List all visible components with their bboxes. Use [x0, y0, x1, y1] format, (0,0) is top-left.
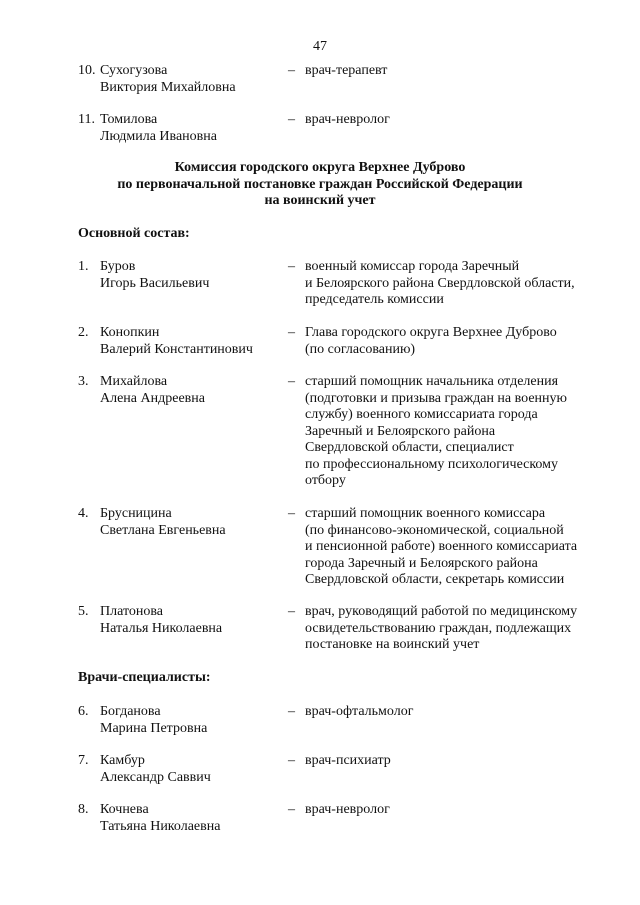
person-name — [100, 259, 285, 292]
position-line: отбору — [305, 473, 346, 488]
surname: Платонова — [100, 604, 164, 619]
person-name — [100, 704, 285, 737]
position-line: освидетельствованию граждан, подлежащих — [305, 620, 572, 636]
person-name — [100, 325, 285, 358]
heading-line: на воинский учет — [264, 193, 376, 208]
position-line: врач-невролог — [305, 112, 390, 127]
given-names: Александр Саввич — [100, 769, 211, 785]
item-number: 7. — [78, 753, 89, 768]
position-description — [305, 604, 610, 654]
surname: Камбур — [100, 753, 145, 768]
given-names: Татьяна Николаевна — [100, 818, 221, 834]
given-names: Валерий Константинович — [100, 341, 253, 357]
dash-separator: – — [288, 604, 295, 619]
surname: Кочнева — [100, 802, 149, 817]
dash-separator: – — [288, 753, 295, 768]
item-number: 3. — [78, 374, 89, 389]
heading-line: Комиссия городского округа Верхнее Дуброво — [174, 160, 466, 175]
item-number: 5. — [78, 604, 89, 619]
position-line: врач-невролог — [305, 802, 390, 817]
person-name — [100, 753, 285, 786]
dash-separator: – — [288, 506, 295, 521]
page-number: 47 — [313, 39, 327, 54]
surname: Томилова — [100, 112, 158, 127]
item-number: 10. — [78, 63, 96, 78]
given-names: Марина Петровна — [100, 720, 208, 736]
position-line: (подготовки и призыва граждан на военную — [305, 390, 567, 406]
person-name — [100, 802, 285, 835]
position-line: Глава городского округа Верхнее Дуброво — [305, 325, 557, 340]
given-names: Игорь Васильевич — [100, 275, 210, 291]
dash-separator: – — [288, 325, 295, 340]
surname: Сухогузова — [100, 63, 168, 78]
position-description — [305, 325, 610, 358]
position-line: врач-офтальмолог — [305, 704, 414, 719]
given-names: Алена Андреевна — [100, 390, 205, 406]
position-description — [305, 802, 610, 819]
dash-separator: – — [288, 704, 295, 719]
dash-separator: – — [288, 374, 295, 389]
surname: Конопкин — [100, 325, 160, 340]
surname: Богданова — [100, 704, 161, 719]
person-name — [100, 506, 285, 539]
given-names: Виктория Михайловна — [100, 79, 236, 95]
position-line: врач, руководящий работой по медицинскому — [305, 604, 578, 619]
position-description — [305, 259, 610, 309]
position-line: Заречный и Белоярского района — [305, 423, 496, 439]
position-line: службу) военного комиссариата города — [305, 407, 538, 422]
surname: Михайлова — [100, 374, 168, 389]
given-names: Наталья Николаевна — [100, 620, 223, 636]
surname: Брусницина — [100, 506, 172, 521]
commission-heading — [0, 160, 640, 210]
person-name — [100, 63, 285, 96]
position-line: старший помощник военного комиссара — [305, 506, 546, 521]
position-description — [305, 704, 610, 721]
item-number: 6. — [78, 704, 89, 719]
position-line: врач-терапевт — [305, 63, 388, 78]
given-names: Людмила Ивановна — [100, 128, 217, 144]
position-line: старший помощник начальника отделения — [305, 374, 559, 389]
position-description — [305, 374, 610, 490]
item-number: 4. — [78, 506, 89, 521]
position-line: города Заречный и Белоярского района — [305, 555, 538, 571]
position-description — [305, 63, 610, 80]
dash-separator: – — [288, 802, 295, 817]
position-line: Свердловской области, специалист — [305, 440, 514, 455]
person-name — [100, 604, 285, 637]
position-line: (по финансово-экономической, социальной — [305, 522, 564, 538]
item-number: 1. — [78, 259, 89, 274]
position-description — [305, 112, 610, 129]
position-line: Свердловской области, секретарь комиссии — [305, 572, 565, 587]
position-line: по профессиональному психологическому — [305, 456, 559, 472]
position-line: военный комиссар города Заречный — [305, 259, 520, 274]
position-line: врач-психиатр — [305, 753, 391, 768]
person-name — [100, 374, 285, 407]
position-line: и пенсионной работе) военного комиссариата — [305, 539, 578, 554]
item-number: 11. — [78, 112, 95, 127]
position-description — [305, 506, 610, 589]
item-number: 8. — [78, 802, 89, 817]
surname: Буров — [100, 259, 136, 274]
dash-separator: – — [288, 63, 295, 78]
position-line: председатель комиссии — [305, 292, 444, 307]
position-line: (по согласованию) — [305, 341, 416, 357]
position-line: и Белоярского района Свердловской области, — [305, 275, 575, 291]
section-title-main: Основной состав: — [78, 226, 190, 241]
item-number: 2. — [78, 325, 89, 340]
section-title-specialists: Врачи-специалисты: — [78, 670, 211, 685]
dash-separator: – — [288, 259, 295, 274]
given-names: Светлана Евгеньевна — [100, 522, 226, 538]
position-line: постановке на воинский учет — [305, 637, 480, 652]
heading-line: по первоначальной постановке граждан Российской Федерации — [117, 176, 523, 192]
position-description — [305, 753, 610, 770]
person-name — [100, 112, 285, 145]
dash-separator: – — [288, 112, 295, 127]
